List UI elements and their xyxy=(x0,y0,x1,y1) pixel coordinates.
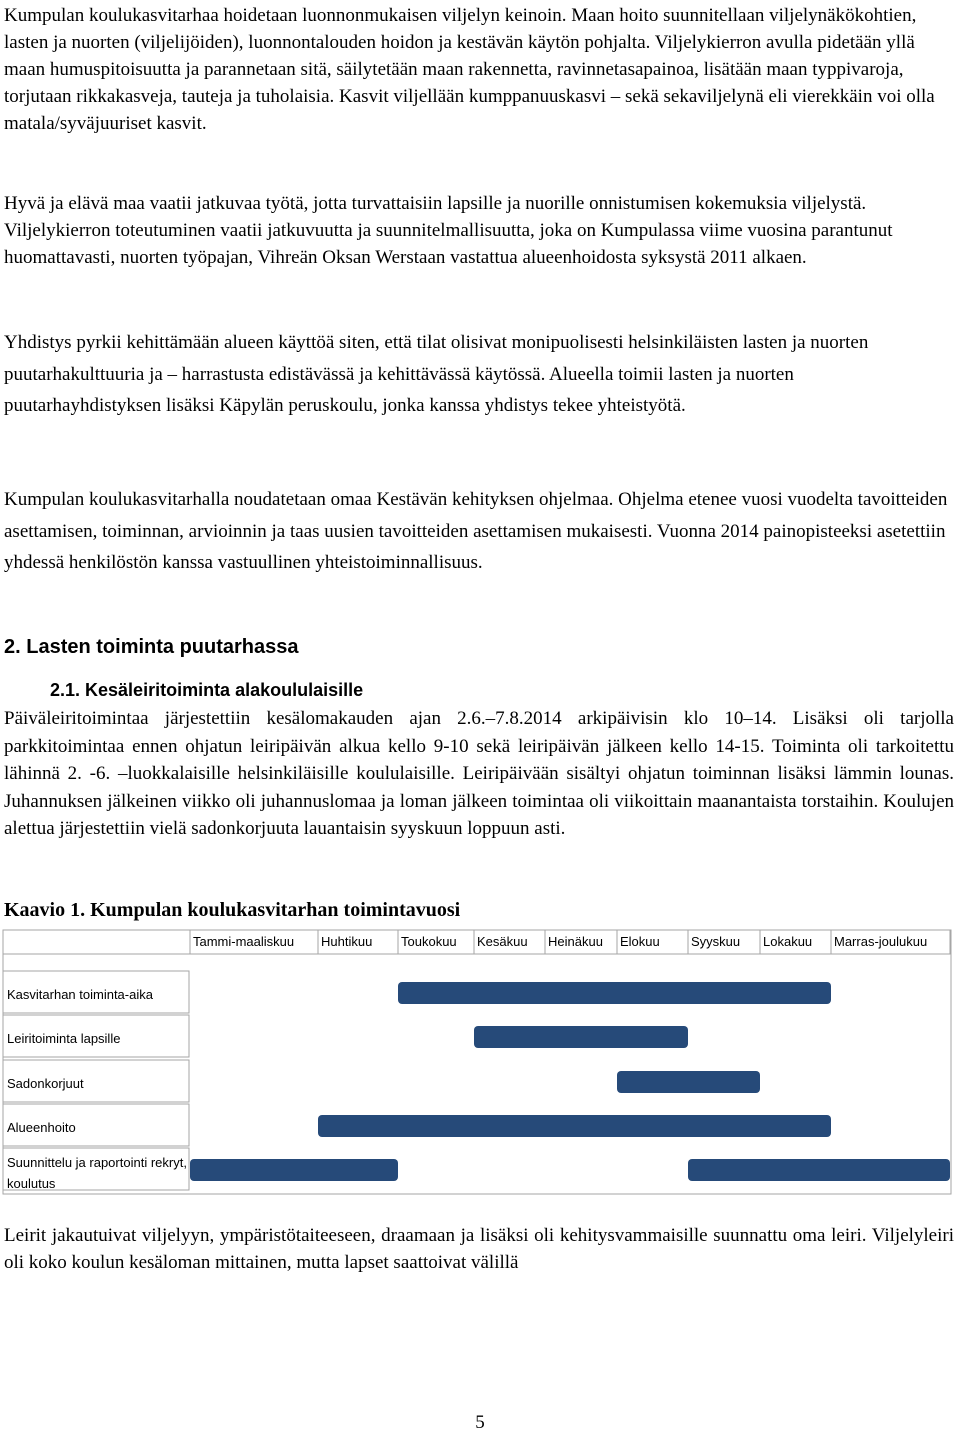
gantt-task-label: Sadonkorjuut xyxy=(7,1076,84,1091)
gantt-labels xyxy=(7,934,927,1191)
paragraph-maintenance: Hyvä ja elävä maa vaatii jatkuvaa työtä, jotta turvattaisiin lapsille ja nuorille onnistumisen kokemuksia viljelystä. Viljelykierron toteutuminen vaatii jatkuvuutta ja suunnitelmallisuutta, joka on Kumpulassa viime vuosina parantunut huomattavasti, nuorten työpajan, Vihreän Oksan Werstaan vastattua alueenhoidosta syksystä 2011 alkaen. xyxy=(4,193,893,268)
gantt-period-label: Elokuu xyxy=(620,934,660,949)
gantt-period-label: Toukokuu xyxy=(401,934,457,949)
gantt-bar xyxy=(688,1159,950,1181)
gantt-period-label: Heinäkuu xyxy=(548,934,603,949)
gantt-bar xyxy=(190,1159,398,1181)
gantt-period-label: Marras-joulukuu xyxy=(834,934,928,949)
gantt-chart xyxy=(0,926,960,1196)
paragraph-camps: Leirit jakautuivat viljelyyn, ympäristötaiteeseen, draamaan ja lisäksi oli kehitysvammaisille suunnattu oma leiri. Viljelyleiri oli koko koulun kesäloman mittainen, mutta lapset saattoivat välillä xyxy=(4,1225,954,1273)
gantt-bar xyxy=(398,982,831,1004)
gantt-task-label: Leiritoiminta lapsille xyxy=(7,1031,121,1046)
gantt-period-label: Kesäkuu xyxy=(477,934,528,949)
gantt-bars xyxy=(190,982,950,1181)
gantt-task-label: Alueenhoito xyxy=(7,1120,76,1135)
gantt-period-label: Tammi-maaliskuu xyxy=(193,934,295,949)
paragraph-association: Yhdistys pyrkii kehittämään alueen käyttöä siten, että tilat olisivat monipuolisesti helsinkiläisten lasten ja nuorten puutarhakulttuuria ja – harrastusta edistävässä ja kehittävässä käytössä. Alueella toimii lasten ja nuorten puutarhayhdistyksen lisäksi Käpylän peruskoulu, jonka kanssa yhdistys tekee yhteistyötä. xyxy=(4,332,869,416)
gantt-period-label: Syyskuu xyxy=(691,934,741,949)
gantt-bar xyxy=(617,1071,760,1093)
gantt-task-label: koulutus xyxy=(7,1176,56,1191)
gantt-task-label: Suunnittelu ja raportointi rekryt, xyxy=(7,1155,187,1170)
paragraph-sustainability: Kumpulan koulukasvitarhalla noudatetaan omaa Kestävän kehityksen ohjelmaa. Ohjelma etenee vuosi vuodelta tavoitteiden asettamisen, toiminnan, arvioinnin ja taas uusien tavoitteiden asettamisen mukaisesti. Vuonna 2014 painopisteeksi asetettiin yhdessä henkilöstön kanssa vastuullinen yhteistoiminnallisuus. xyxy=(4,489,948,573)
subsection-heading: 2.1. Kesäleiritoiminta alakoululaisille xyxy=(50,680,364,700)
paragraph-summer-camp: Päiväleiritoimintaa järjestettiin kesälomakauden ajan 2.6.–7.8.2014 arkipäivisin klo 10–14. Lisäksi oli tarjolla parkkitoimintaa ennen ohjatun leiripäivän alkua kello 9-10 sekä leiripäivän jälkeen kello 14-15. Toiminta oli tarkoitettu lähinnä 2. -6. –luokkalaisille helsinkiläisille koululaisille. Leiripäivään sisältyi ohjatun toiminnan lisäksi lämmin lounas. Juhannuksen jälkeinen viikko oli juhannuslomaa ja loman jälkeen toimintaa oli viikoittain maanantaista torstaihin. Koulujen alettua järjestettiin vielä sadonkorjuuta lauantaisin syyskuun loppuun asti. xyxy=(4,708,954,839)
figure-caption: Kaavio 1. Kumpulan koulukasvitarhan toimintavuosi xyxy=(4,899,461,921)
gantt-bar xyxy=(474,1026,688,1048)
gantt-bar xyxy=(318,1115,831,1137)
intro-paragraph: Kumpulan koulukasvitarhaa hoidetaan luonnonmukaisen viljelyn keinoin. Maan hoito suunnitellaan viljelynäkökohtien, lasten ja nuorten (viljelijöiden), luonnontalouden hoidon ja kestävän käytön pohjalta. Viljelykierron avulla pidetään yllä maan humuspitoisuutta ja parannetaan sitä, säilytetään maan rakennetta, ravinnetasapainoa, lisätään maan typpivaroja, torjutaan rikkakasveja, tauteja ja tuholaisia. Kasvit viljellään kumppanuuskasvi – sekä sekaviljelynä eli vierekkäin voi olla matala/syväjuuriset kasvit. xyxy=(4,5,935,134)
gantt-task-label: Kasvitarhan toiminta-aika xyxy=(7,987,153,1002)
gantt-period-label: Lokakuu xyxy=(763,934,813,949)
gantt-period-label: Huhtikuu xyxy=(321,934,373,949)
section-heading: 2. Lasten toiminta puutarhassa xyxy=(4,636,299,658)
page-number: 5 xyxy=(475,1412,485,1433)
